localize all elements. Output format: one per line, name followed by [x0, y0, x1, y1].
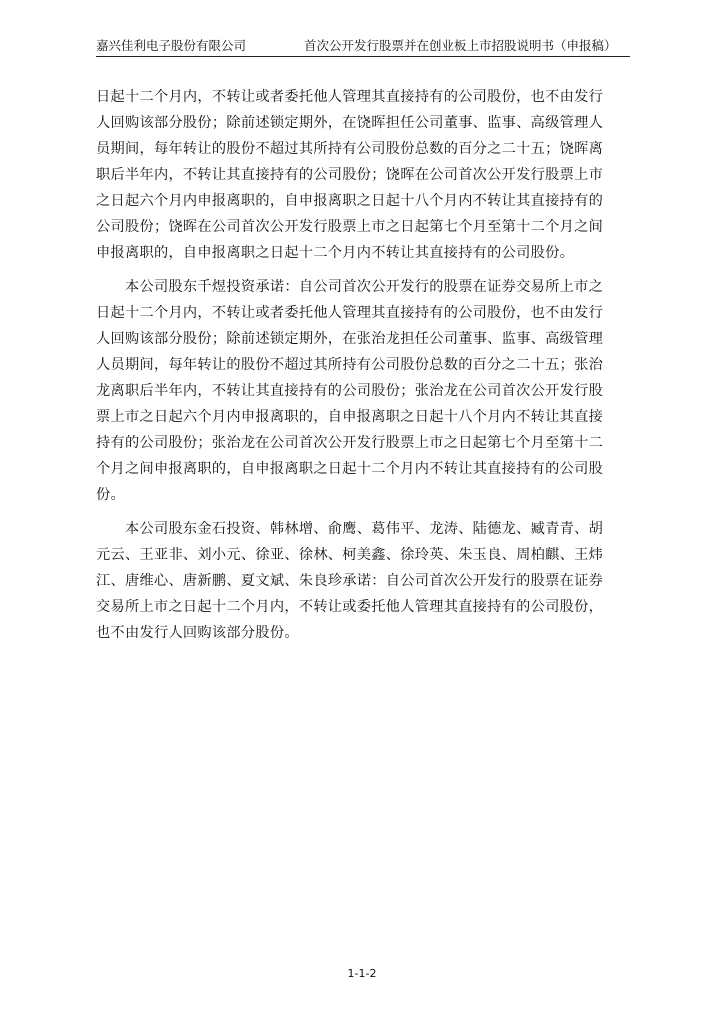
- text-line: 江、唐维心、唐新鹏、夏文斌、朱良珍承诺：自公司首次公开发行的股票在证券: [96, 573, 604, 589]
- text-line: 人回购该部分股份；除前述锁定期外，在饶晖担任公司董事、监事、高级管理人: [96, 115, 604, 131]
- text-line: 本公司股东千煜投资承诺：自公司首次公开发行的股票在证券交易所上市之: [96, 279, 604, 295]
- header-document-title: 首次公开发行股票并在创业板上市招股说明书（申报稿）: [304, 38, 617, 53]
- text-line: 也不由发行人回购该部分股份。: [96, 625, 299, 641]
- paragraph: [96, 516, 634, 646]
- text-line: 员期间，每年转让的股份不超过其所持有公司股份总数的百分之二十五；饶晖离: [96, 141, 604, 157]
- text-line: 持有的公司股份；张治龙在公司首次公开发行股票上市之日起第七个月至第十二: [96, 435, 604, 451]
- text-line: 日起十二个月内，不转让或者委托他人管理其直接持有的公司股份，也不由发行: [96, 305, 604, 321]
- text-line: 本公司股东金石投资、韩林增、俞鹰、葛伟平、龙涛、陆德龙、臧青青、胡: [96, 521, 604, 537]
- text-line: 日起十二个月内，不转让或者委托他人管理其直接持有的公司股份，也不由发行: [96, 89, 604, 105]
- document-body: [96, 84, 634, 654]
- text-line: 申报离职的，自申报离职之日起十二个月内不转让其直接持有的公司股份。: [96, 245, 575, 261]
- text-line: 龙离职后半年内，不转让其直接持有的公司股份；张治龙在公司首次公开发行股: [96, 383, 604, 399]
- text-line: 人员期间，每年转让的股份不超过其所持有公司股份总数的百分之二十五；张治: [96, 357, 604, 373]
- text-line: 之日起六个月内申报离职的，自申报离职之日起十八个月内不转让其直接持有的: [96, 193, 604, 209]
- text-line: 公司股份；饶晖在公司首次公开发行股票上市之日起第七个月至第十二个月之间: [96, 219, 604, 235]
- text-line: 元云、王亚非、刘小元、徐亚、徐林、柯美鑫、徐玲英、朱玉良、周柏麒、王炜: [96, 547, 604, 563]
- text-line: 票上市之日起六个月内申报离职的，自申报离职之日起十八个月内不转让其直接: [96, 409, 604, 425]
- page-number: 1-1-2: [347, 967, 377, 980]
- text-line: 职后半年内，不转让其直接持有的公司股份；饶晖在公司首次公开发行股票上市: [96, 167, 604, 183]
- text-line: 个月之间申报离职的，自申报离职之日起十二个月内不转让其直接持有的公司股: [96, 461, 604, 477]
- header-company-name: 嘉兴佳利电子股份有限公司: [96, 38, 247, 53]
- page-header: [96, 38, 630, 57]
- text-line: 人回购该部分股份；除前述锁定期外，在张治龙担任公司董事、监事、高级管理: [96, 331, 604, 347]
- paragraph: [96, 84, 634, 266]
- text-line: 交易所上市之日起十二个月内，不转让或委托他人管理其直接持有的公司股份，: [96, 599, 604, 615]
- text-line: 份。: [96, 487, 125, 503]
- paragraph: [96, 274, 634, 508]
